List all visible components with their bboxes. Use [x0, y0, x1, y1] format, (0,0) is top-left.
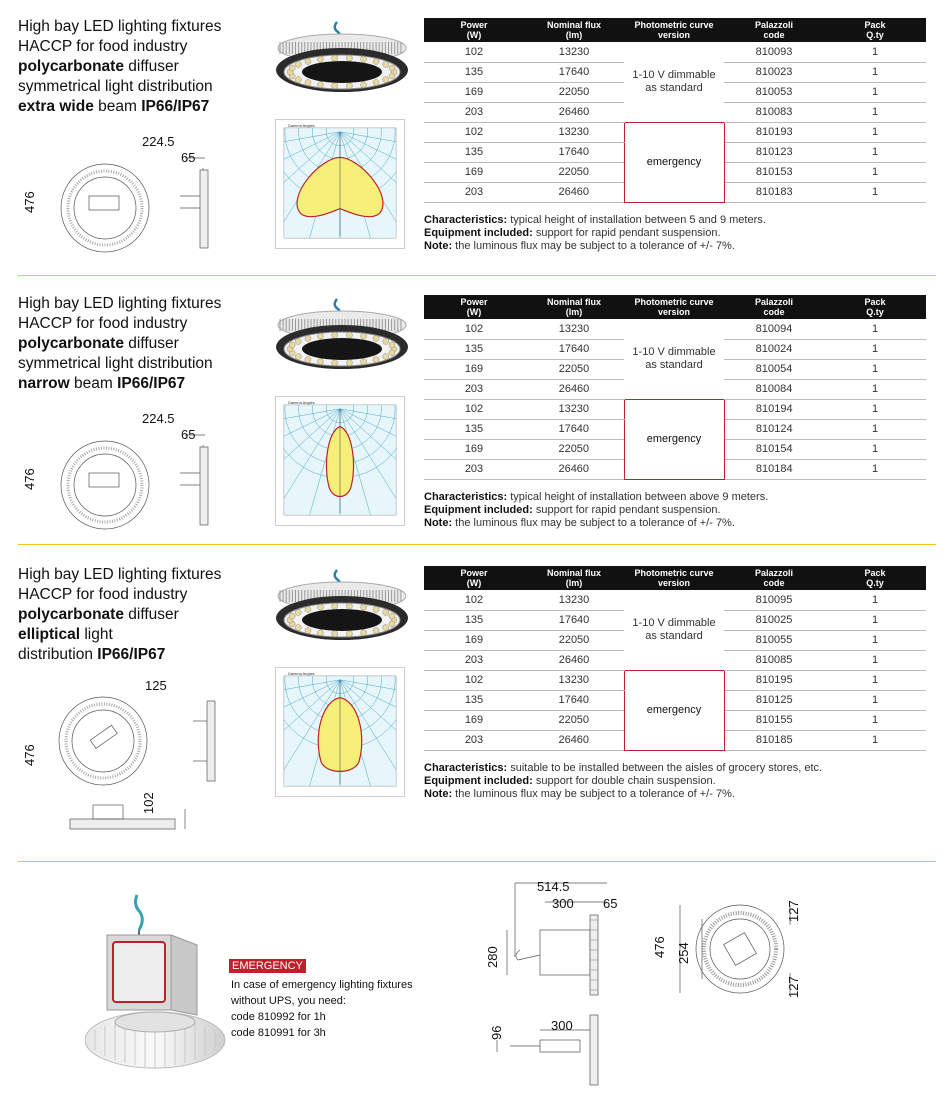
flux-cell: 22050	[524, 630, 624, 650]
code-cell: 810025	[724, 610, 824, 630]
title-text: elliptical	[18, 626, 81, 643]
qty-cell: 1	[824, 102, 926, 122]
emergency-line: code 810992 for 1h	[231, 1011, 326, 1023]
title-text: High bay LED lighting fixtures	[18, 566, 222, 583]
flux-cell: 22050	[524, 439, 624, 459]
dim-label: 125	[145, 678, 167, 693]
power-cell: 135	[424, 690, 524, 710]
table-header-row	[424, 566, 926, 590]
table-header: Power (W)	[424, 18, 524, 42]
code-cell: 810094	[724, 319, 824, 339]
flux-cell: 13230	[524, 42, 624, 62]
qty-cell: 1	[824, 319, 926, 339]
power-cell: 135	[424, 142, 524, 162]
flux-cell: 17640	[524, 610, 624, 630]
flux-cell: 26460	[524, 182, 624, 202]
qty-cell: 1	[824, 459, 926, 479]
title-line	[18, 605, 221, 625]
title-line	[18, 57, 221, 77]
title-text: IP66/IP67	[97, 646, 166, 663]
title-text: extra wide	[18, 98, 94, 115]
emergency-line: code 810991 for 3h	[231, 1027, 326, 1039]
lamp-image	[272, 568, 412, 648]
code-cell: 810123	[724, 142, 824, 162]
power-cell: 169	[424, 439, 524, 459]
flux-cell: 22050	[524, 359, 624, 379]
flux-cell: 17640	[524, 339, 624, 359]
power-cell: 102	[424, 670, 524, 690]
dim-label: 65	[181, 150, 196, 165]
power-cell: 169	[424, 710, 524, 730]
svg-text:Gamma Angles: Gamma Angles	[287, 122, 315, 128]
table-header-row	[424, 18, 926, 42]
flux-cell: 26460	[524, 102, 624, 122]
title-text: distribution	[18, 646, 98, 663]
table-row	[424, 399, 926, 419]
code-cell: 810194	[724, 399, 824, 419]
dim-label: 476	[22, 468, 37, 490]
flux-cell: 13230	[524, 399, 624, 419]
flux-cell: 22050	[524, 710, 624, 730]
qty-cell: 1	[824, 590, 926, 610]
code-cell: 810095	[724, 590, 824, 610]
flux-cell: 17640	[524, 419, 624, 439]
qty-cell: 1	[824, 62, 926, 82]
table-header: Palazzoli code	[724, 295, 824, 319]
title-line	[18, 354, 221, 374]
dim-label: 127	[786, 976, 801, 998]
qty-cell: 1	[824, 650, 926, 670]
code-cell: 810184	[724, 459, 824, 479]
section-divider	[18, 861, 936, 862]
note-line: Characteristics: typical height of installation between 5 and 9 meters.	[424, 214, 766, 226]
emergency-line: without UPS, you need:	[231, 995, 346, 1007]
qty-cell: 1	[824, 419, 926, 439]
code-cell: 810054	[724, 359, 824, 379]
title-text: High bay LED lighting fixtures	[18, 18, 222, 35]
power-cell: 169	[424, 630, 524, 650]
section-divider	[18, 544, 936, 545]
spec-table	[424, 566, 926, 751]
dim-label: 65	[603, 896, 618, 911]
title-text: High bay LED lighting fixtures	[18, 295, 222, 312]
power-cell: 203	[424, 459, 524, 479]
title-text: HACCP for food industry	[18, 315, 188, 332]
flux-cell: 13230	[524, 590, 624, 610]
title-line	[18, 585, 221, 605]
table-row	[424, 122, 926, 142]
table-header: Nominal flux (lm)	[524, 566, 624, 590]
flux-cell: 17640	[524, 62, 624, 82]
dim-label: 102	[141, 792, 156, 814]
curve-version-cell: 1-10 V dimmable as standard	[632, 616, 716, 642]
qty-cell: 1	[824, 182, 926, 202]
flux-cell: 26460	[524, 379, 624, 399]
power-cell: 169	[424, 359, 524, 379]
code-cell: 810155	[724, 710, 824, 730]
table-row	[424, 670, 926, 690]
power-cell: 203	[424, 102, 524, 122]
table-header: Pack Q.ty	[824, 295, 926, 319]
code-cell: 810125	[724, 690, 824, 710]
flux-cell: 17640	[524, 690, 624, 710]
note-line: Note: the luminous flux may be subject to a tolerance of +/- 7%.	[424, 517, 735, 529]
qty-cell: 1	[824, 399, 926, 419]
qty-cell: 1	[824, 82, 926, 102]
power-cell: 203	[424, 730, 524, 750]
emergency-version-cell: emergency	[624, 670, 724, 750]
note-line: Equipment included: support for rapid pendant suspension.	[424, 227, 721, 239]
table-row	[424, 319, 926, 339]
power-cell: 102	[424, 399, 524, 419]
dim-label: 96	[489, 1025, 504, 1040]
dim-label: 476	[652, 936, 667, 958]
qty-cell: 1	[824, 730, 926, 750]
power-cell: 169	[424, 162, 524, 182]
code-cell: 810154	[724, 439, 824, 459]
title-text: IP66/IP67	[141, 98, 210, 115]
table-header: Nominal flux (lm)	[524, 295, 624, 319]
title-text: polycarbonate	[18, 58, 124, 75]
qty-cell: 1	[824, 42, 926, 62]
spec-table	[424, 295, 926, 480]
code-cell: 810153	[724, 162, 824, 182]
photometric-curve-image	[275, 667, 405, 797]
emergency-version-cell: emergency	[624, 122, 724, 202]
title-text: narrow	[18, 375, 70, 392]
power-cell: 102	[424, 319, 524, 339]
dim-label: 254	[676, 942, 691, 964]
code-cell: 810193	[724, 122, 824, 142]
title-line	[18, 314, 221, 334]
emergency-kit-image	[85, 890, 235, 1100]
flux-cell: 26460	[524, 730, 624, 750]
table-header: Photometric curve version	[624, 295, 724, 319]
code-cell: 810195	[724, 670, 824, 690]
emergency-line: In case of emergency lighting fixtures	[231, 979, 413, 991]
code-cell: 810023	[724, 62, 824, 82]
table-header: Palazzoli code	[724, 566, 824, 590]
code-cell: 810024	[724, 339, 824, 359]
power-cell: 135	[424, 339, 524, 359]
power-cell: 102	[424, 122, 524, 142]
table-header: Photometric curve version	[624, 566, 724, 590]
title-text: HACCP for food industry	[18, 38, 188, 55]
dim-label: 476	[22, 191, 37, 213]
power-cell: 135	[424, 610, 524, 630]
power-cell: 135	[424, 419, 524, 439]
product-title	[18, 17, 221, 117]
code-cell: 810124	[724, 419, 824, 439]
dim-label: 280	[485, 946, 500, 968]
notes	[424, 214, 766, 253]
code-cell: 810183	[724, 182, 824, 202]
title-line	[18, 645, 221, 665]
table-header: Photometric curve version	[624, 18, 724, 42]
dim-label: 224.5	[142, 134, 175, 149]
table-header: Power (W)	[424, 295, 524, 319]
qty-cell: 1	[824, 690, 926, 710]
dimension-drawing	[35, 681, 235, 856]
qty-cell: 1	[824, 379, 926, 399]
code-cell: 810085	[724, 650, 824, 670]
title-line	[18, 37, 221, 57]
table-header: Pack Q.ty	[824, 18, 926, 42]
note-line: Characteristics: suitable to be installed between the aisles of grocery stores, etc.	[424, 762, 823, 774]
note-line: Note: the luminous flux may be subject to a tolerance of +/- 7%.	[424, 240, 735, 252]
emergency-tag: EMERGENCY	[229, 959, 306, 973]
section-divider	[18, 275, 936, 276]
qty-cell: 1	[824, 630, 926, 650]
note-line: Characteristics: typical height of installation between above 9 meters.	[424, 491, 769, 503]
title-line	[18, 97, 221, 117]
flux-cell: 22050	[524, 162, 624, 182]
title-line	[18, 334, 221, 354]
power-cell: 102	[424, 42, 524, 62]
title-text: IP66/IP67	[117, 375, 186, 392]
table-header: Power (W)	[424, 566, 524, 590]
table-row	[424, 590, 926, 610]
title-line	[18, 294, 221, 314]
power-cell: 102	[424, 590, 524, 610]
title-text: HACCP for food industry	[18, 586, 188, 603]
flux-cell: 26460	[524, 650, 624, 670]
note-line: Equipment included: support for rapid pendant suspension.	[424, 504, 721, 516]
power-cell: 169	[424, 82, 524, 102]
dim-label: 65	[181, 427, 196, 442]
title-line	[18, 565, 221, 585]
dim-label: 476	[22, 744, 37, 766]
title-text: polycarbonate	[18, 335, 124, 352]
lamp-image	[272, 297, 412, 377]
table-row	[424, 42, 926, 62]
note-line: Equipment included: support for double chain suspension.	[424, 775, 716, 787]
code-cell: 810093	[724, 42, 824, 62]
title-line	[18, 625, 221, 645]
table-header: Pack Q.ty	[824, 566, 926, 590]
flux-cell: 13230	[524, 122, 624, 142]
svg-text:Gamma Angles: Gamma Angles	[287, 399, 315, 405]
qty-cell: 1	[824, 162, 926, 182]
flux-cell: 26460	[524, 459, 624, 479]
power-cell: 203	[424, 182, 524, 202]
flux-cell: 22050	[524, 82, 624, 102]
emergency-version-cell: emergency	[624, 399, 724, 479]
title-text: beam	[69, 375, 118, 392]
code-cell: 810185	[724, 730, 824, 750]
curve-version-cell: 1-10 V dimmable as standard	[632, 68, 716, 94]
qty-cell: 1	[824, 710, 926, 730]
title-text: beam	[93, 98, 142, 115]
photometric-curve-image	[275, 119, 405, 249]
title-text: polycarbonate	[18, 606, 124, 623]
qty-cell: 1	[824, 122, 926, 142]
table-header-row	[424, 295, 926, 319]
dim-label: 224.5	[142, 411, 175, 426]
code-cell: 810083	[724, 102, 824, 122]
svg-text:Gamma Angles: Gamma Angles	[287, 670, 315, 676]
title-text: diffuser	[123, 58, 179, 75]
photometric-curve-image	[275, 396, 405, 526]
power-cell: 135	[424, 62, 524, 82]
power-cell: 203	[424, 379, 524, 399]
title-text: diffuser	[123, 335, 179, 352]
title-text: symmetrical light distribution	[18, 355, 213, 372]
dim-label: 300	[551, 1018, 573, 1033]
table-header: Nominal flux (lm)	[524, 18, 624, 42]
dim-label: 300	[552, 896, 574, 911]
table-header: Palazzoli code	[724, 18, 824, 42]
power-cell: 203	[424, 650, 524, 670]
title-text: diffuser	[123, 606, 179, 623]
qty-cell: 1	[824, 339, 926, 359]
qty-cell: 1	[824, 670, 926, 690]
notes	[424, 491, 768, 530]
dim-label: 127	[786, 900, 801, 922]
dim-label: 514.5	[537, 879, 570, 894]
product-title	[18, 294, 221, 394]
emergency-text	[231, 977, 413, 1041]
flux-cell: 13230	[524, 319, 624, 339]
code-cell: 810055	[724, 630, 824, 650]
flux-cell: 17640	[524, 142, 624, 162]
qty-cell: 1	[824, 142, 926, 162]
title-line	[18, 374, 221, 394]
product-title	[18, 565, 221, 665]
title-line	[18, 77, 221, 97]
dimension-drawing	[45, 425, 215, 550]
qty-cell: 1	[824, 359, 926, 379]
code-cell: 810053	[724, 82, 824, 102]
note-line: Note: the luminous flux may be subject to a tolerance of +/- 7%.	[424, 788, 735, 800]
flux-cell: 13230	[524, 670, 624, 690]
title-text: light	[80, 626, 113, 643]
qty-cell: 1	[824, 610, 926, 630]
dimension-drawing	[45, 148, 215, 273]
code-cell: 810084	[724, 379, 824, 399]
qty-cell: 1	[824, 439, 926, 459]
title-line	[18, 17, 221, 37]
notes	[424, 762, 822, 801]
title-text: symmetrical light distribution	[18, 78, 213, 95]
lamp-image	[272, 20, 412, 100]
spec-table	[424, 18, 926, 203]
curve-version-cell: 1-10 V dimmable as standard	[632, 345, 716, 371]
